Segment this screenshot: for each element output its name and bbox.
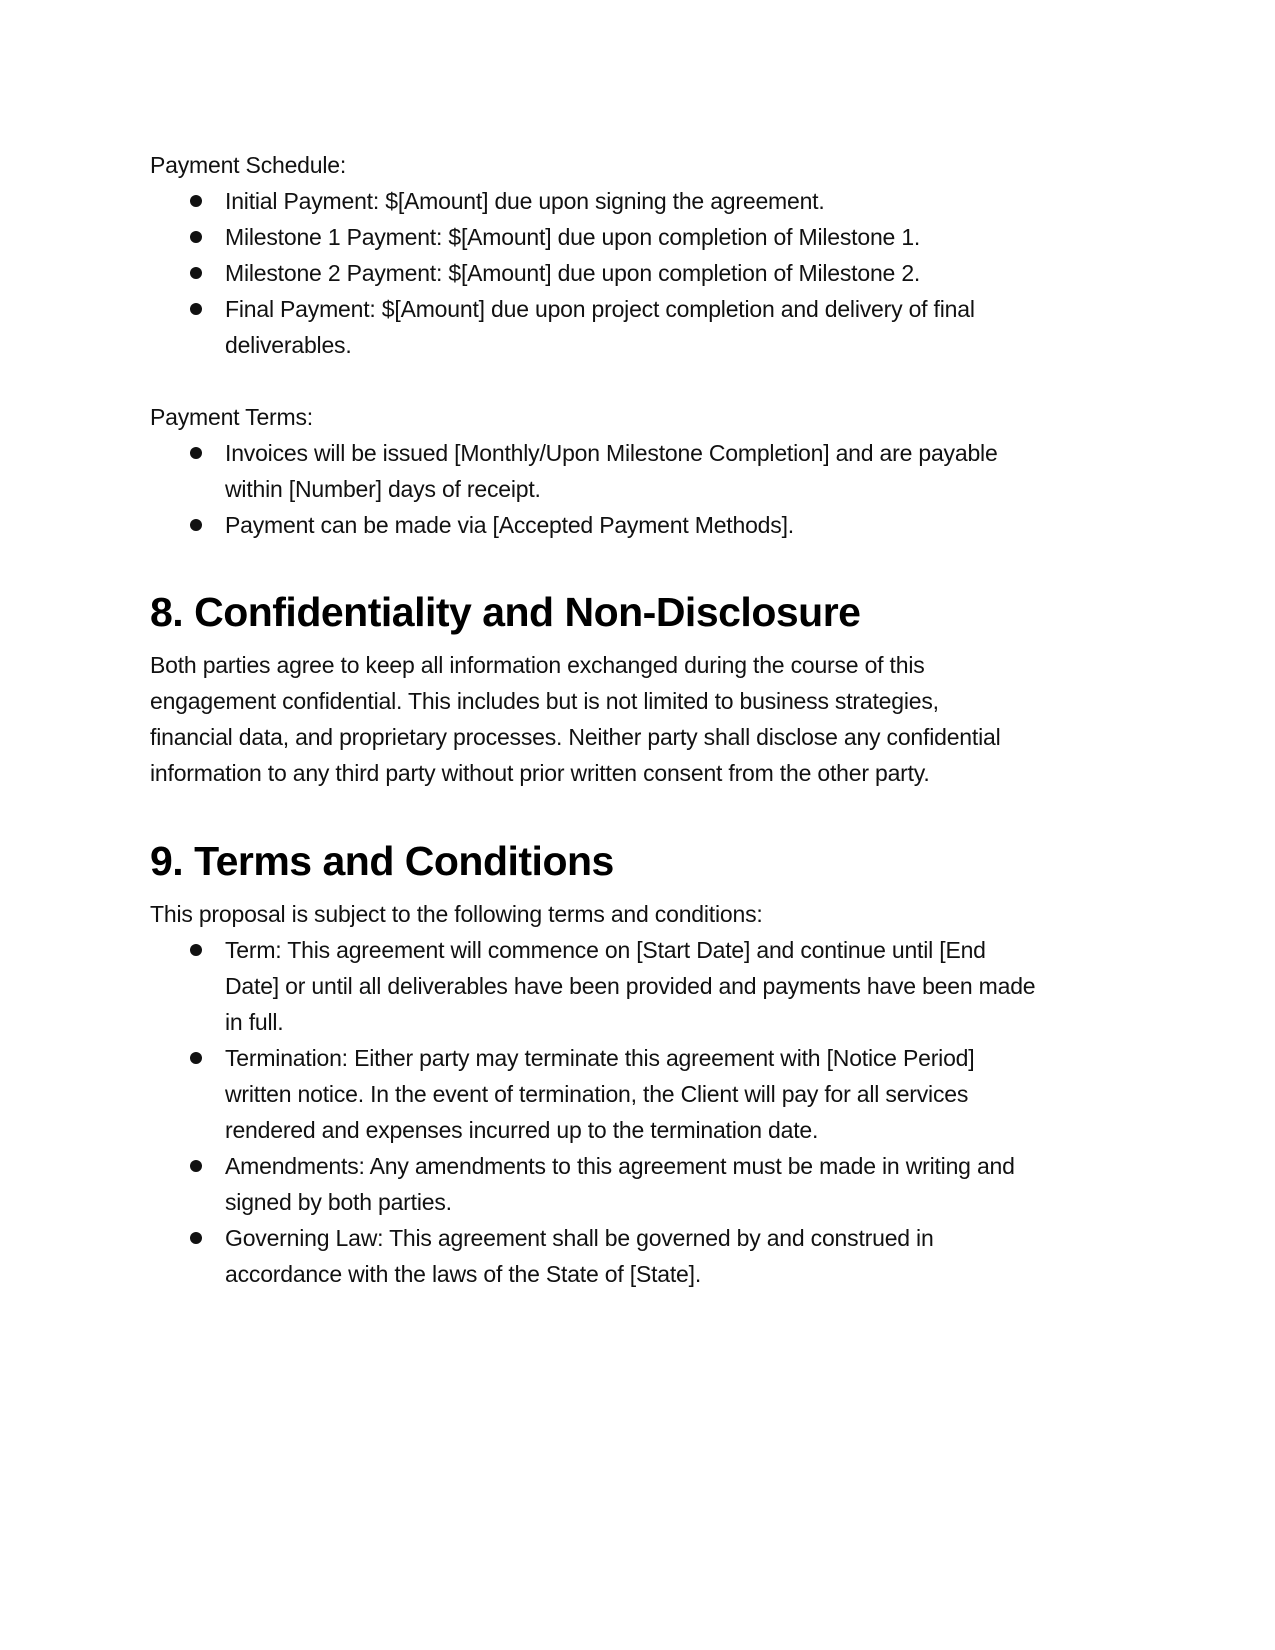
list-item-continuation: Date] or until all deliverables have been provided and payments have been made [225,973,1036,999]
bullet-icon [190,231,202,243]
list-item-continuation: deliverables. [225,332,352,358]
list-item: Final Payment: $[Amount] due upon project completion and delivery of final [225,296,975,322]
list-item-continuation: within [Number] days of receipt. [225,476,541,502]
bullet-icon [190,195,202,207]
payment-schedule-label: Payment Schedule: [150,152,347,178]
bullet-icon [190,447,202,459]
list-item: Milestone 1 Payment: $[Amount] due upon completion of Milestone 1. [225,224,921,250]
section-9-heading: 9. Terms and Conditions [150,838,614,884]
bullet-icon [190,944,202,956]
list-item: Amendments: Any amendments to this agreement must be made in writing and [225,1153,1015,1179]
payment-terms-label: Payment Terms: [150,404,313,430]
bullet-icon [190,1232,202,1244]
paragraph-line: financial data, and proprietary processes. Neither party shall disclose any confidential [150,724,1001,750]
list-item: Milestone 2 Payment: $[Amount] due upon completion of Milestone 2. [225,260,921,286]
list-item-continuation: signed by both parties. [225,1189,452,1215]
paragraph-line: engagement confidential. This includes but is not limited to business strategies, [150,688,939,714]
list-item: Payment can be made via [Accepted Payment Methods]. [225,512,794,538]
bullet-icon [190,267,202,279]
list-item-continuation: written notice. In the event of termination, the Client will pay for all services [225,1081,969,1107]
bullet-icon [190,303,202,315]
section-9-intro: This proposal is subject to the following terms and conditions: [150,901,763,927]
list-item: Invoices will be issued [Monthly/Upon Milestone Completion] and are payable [225,440,998,466]
section-8-heading: 8. Confidentiality and Non-Disclosure [150,589,861,635]
list-item-continuation: accordance with the laws of the State of [State]. [225,1261,702,1287]
list-item-continuation: rendered and expenses incurred up to the termination date. [225,1117,819,1143]
bullet-icon [190,519,202,531]
list-item: Initial Payment: $[Amount] due upon signing the agreement. [225,188,825,214]
paragraph-line: Both parties agree to keep all information exchanged during the course of this [150,652,925,678]
bullet-icon [190,1160,202,1172]
list-item: Term: This agreement will commence on [Start Date] and continue until [End [225,937,986,963]
bullet-icon [190,1052,202,1064]
paragraph-line: information to any third party without prior written consent from the other party. [150,760,930,786]
list-item: Termination: Either party may terminate this agreement with [Notice Period] [225,1045,975,1071]
list-item: Governing Law: This agreement shall be governed by and construed in [225,1225,934,1251]
list-item-continuation: in full. [225,1009,284,1035]
